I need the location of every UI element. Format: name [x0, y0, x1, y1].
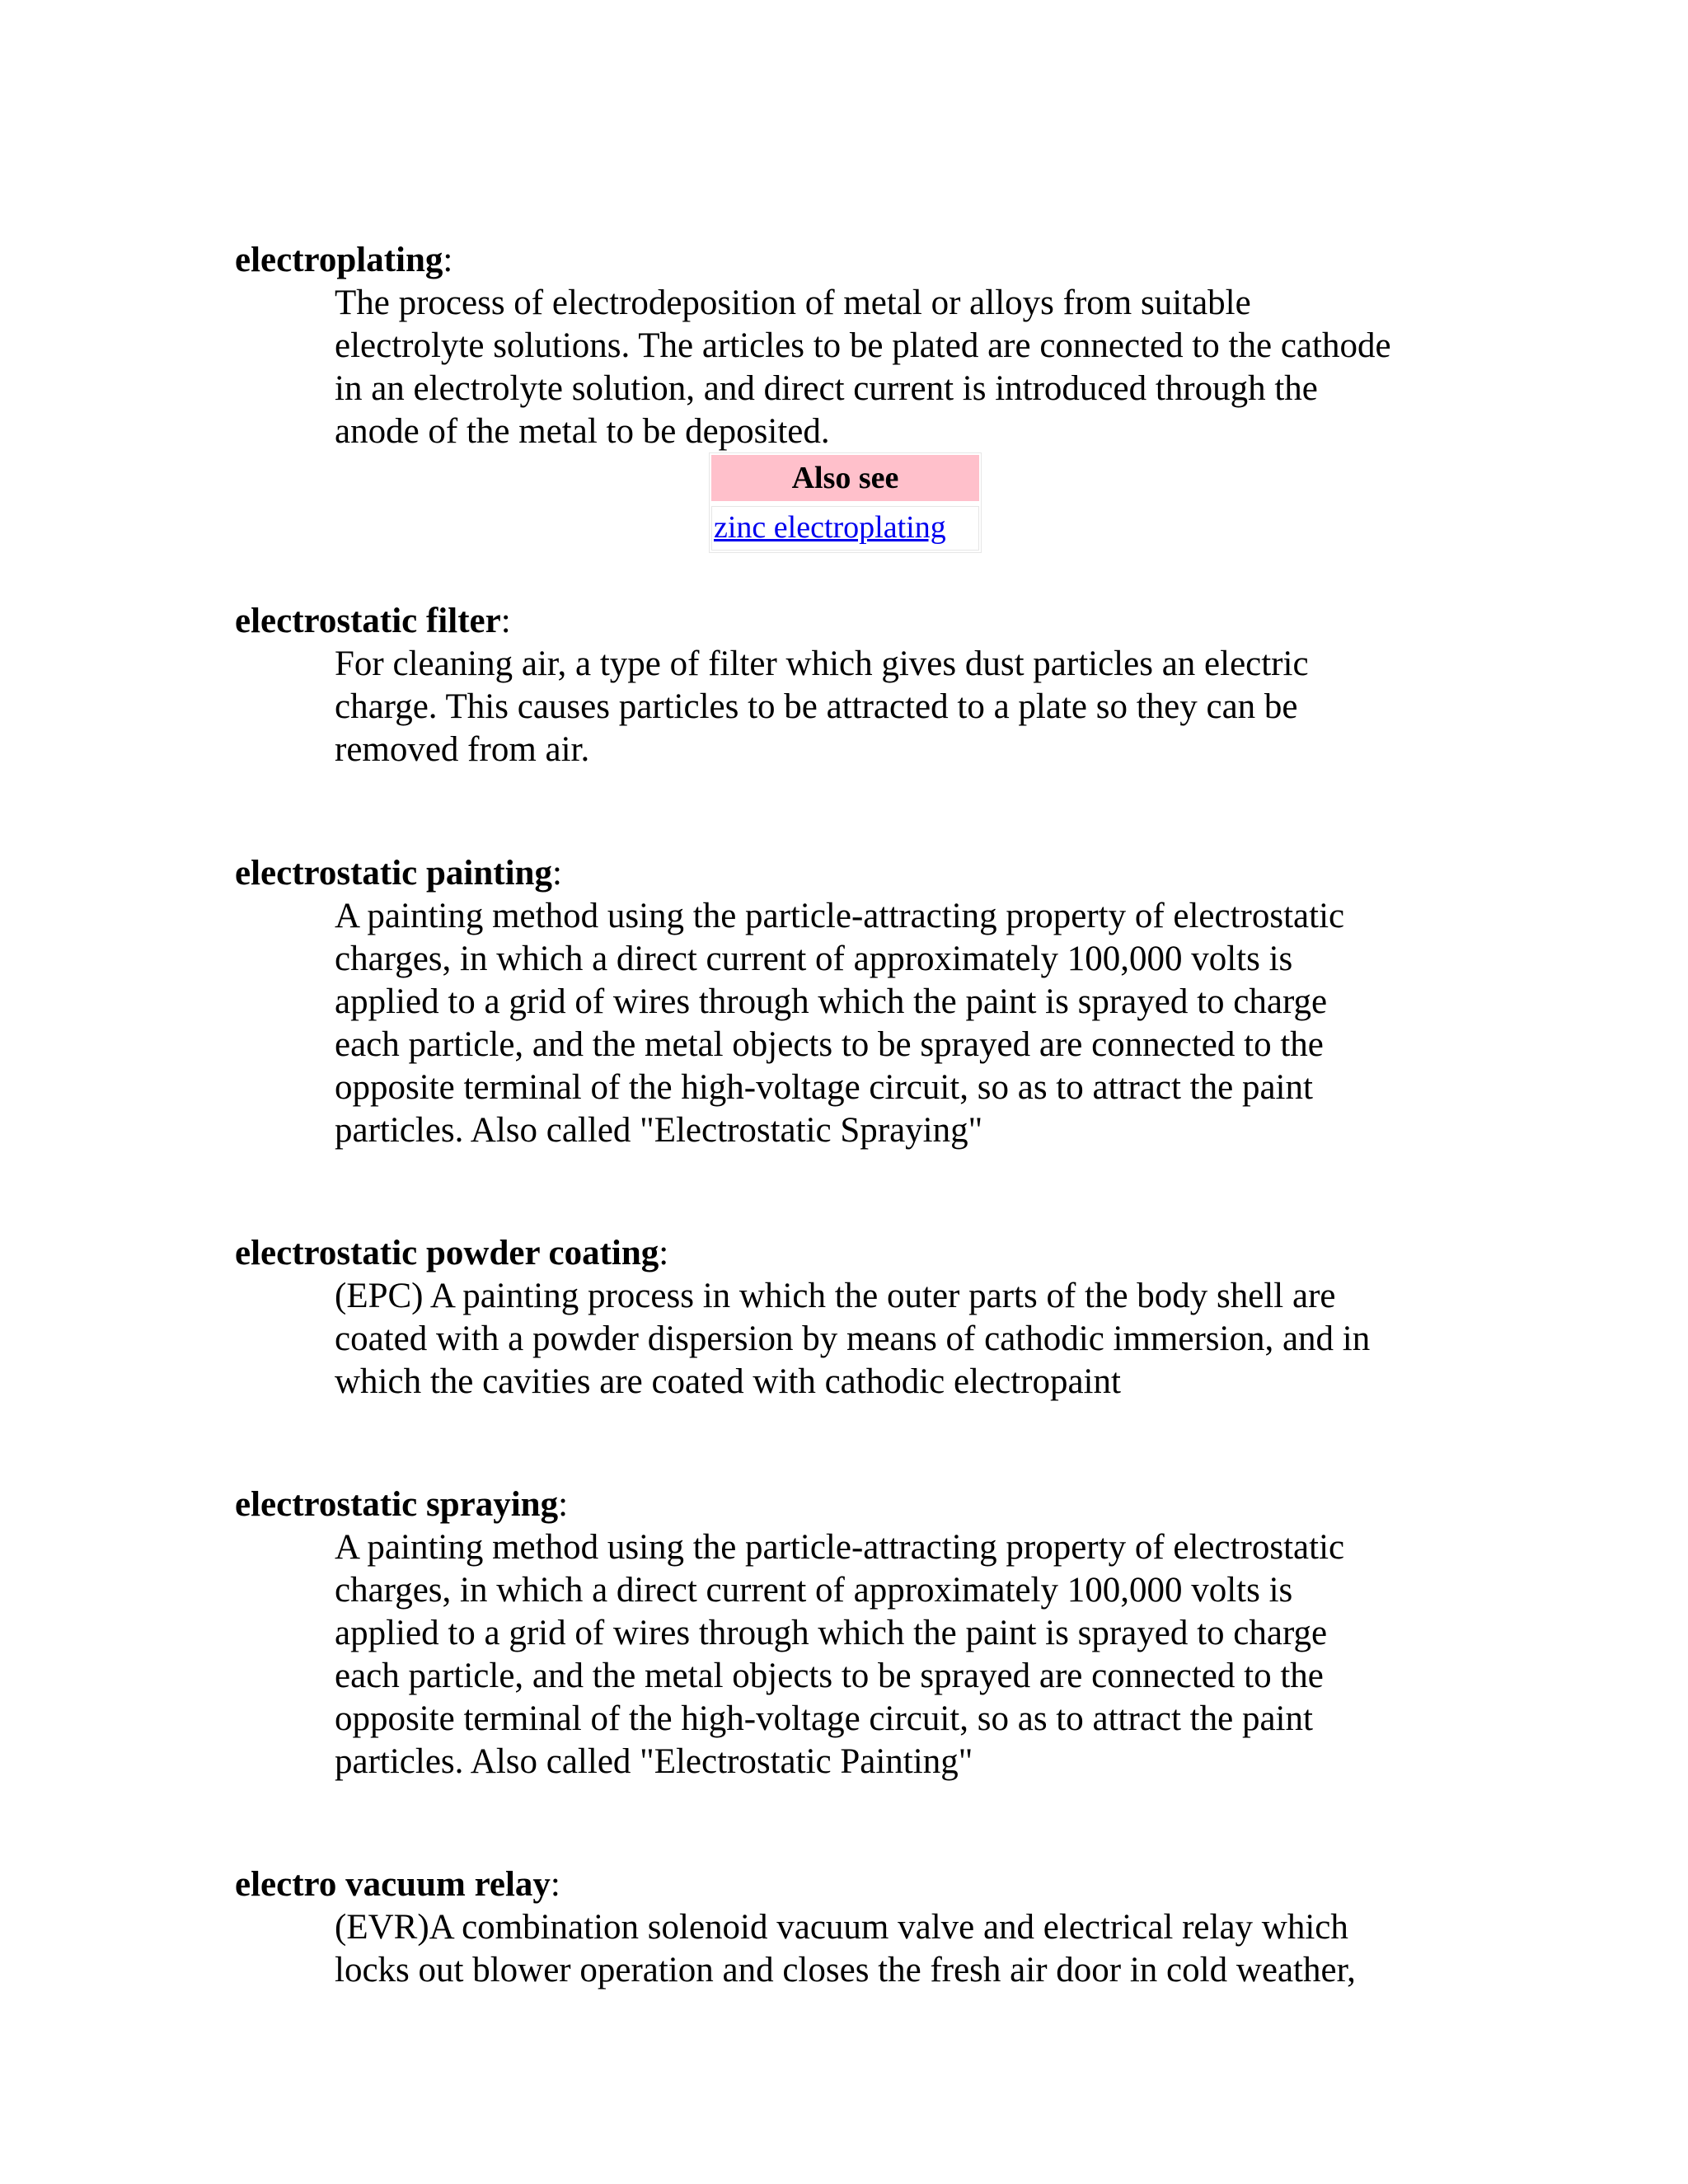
term-line [235, 600, 1471, 643]
definition-line: anode of the metal to be deposited. [335, 412, 830, 451]
glossary-entry-electrostatic-powder-coating [235, 1232, 1471, 1404]
term: electrostatic filter [235, 602, 501, 640]
term-colon: : [500, 602, 511, 640]
definition-line: removed from air. [335, 730, 590, 769]
term-colon: : [550, 1865, 560, 1904]
term: electro vacuum relay [235, 1865, 551, 1904]
definition-line: (EPC) A painting process in which the outer parts of the body shell are [335, 1277, 1336, 1315]
glossary-entry-electroplating [235, 239, 1471, 453]
also-see-header: Also see [711, 455, 979, 501]
definition-line: particles. Also called "Electrostatic Spraying" [335, 1111, 983, 1150]
definition-line: A painting method using the particle-attracting property of electrostatic [335, 897, 1345, 935]
definition-line: opposite terminal of the high-voltage circuit, so as to attract the paint [335, 1699, 1313, 1738]
definition [335, 1526, 1472, 1783]
definition [335, 282, 1472, 453]
definition-line: which the cavities are coated with cathodic electropaint [335, 1362, 1121, 1401]
term: electrostatic painting [235, 854, 552, 893]
definition [335, 1906, 1472, 1992]
definition-line: applied to a grid of wires through which the paint is sprayed to charge [335, 982, 1328, 1021]
also-see-cell [711, 506, 979, 551]
term: electrostatic powder coating [235, 1234, 659, 1272]
glossary-entry-electrostatic-painting [235, 852, 1471, 1152]
definition-line: in an electrolyte solution, and direct current is introduced through the [335, 369, 1318, 408]
definition-line: each particle, and the metal objects to be sprayed are connected to the [335, 1025, 1324, 1064]
also-see-link-zinc-electroplating[interactable]: zinc electroplating [714, 510, 946, 545]
term: electrostatic spraying [235, 1485, 559, 1524]
definition-line: (EVR)A combination solenoid vacuum valve and electrical relay which [335, 1908, 1348, 1947]
definition-line: charge. This causes particles to be attracted to a plate so they can be [335, 687, 1298, 726]
definition-line: opposite terminal of the high-voltage circuit, so as to attract the paint [335, 1068, 1313, 1107]
term-line [235, 1232, 1471, 1275]
term-line [235, 1483, 1471, 1526]
glossary-entry-electro-vacuum-relay [235, 1863, 1471, 1992]
definition-line: locks out blower operation and closes the fresh air door in cold weather, [335, 1951, 1356, 1990]
term-colon: : [551, 854, 562, 893]
glossary-entry-electrostatic-spraying [235, 1483, 1471, 1783]
glossary-entry-electrostatic-filter [235, 600, 1471, 771]
term-line [235, 852, 1471, 895]
definition-line: coated with a powder dispersion by means of cathodic immersion, and in [335, 1319, 1371, 1358]
term-colon: : [558, 1485, 569, 1524]
definition-line: A painting method using the particle-attracting property of electrostatic [335, 1528, 1345, 1567]
definition-line: charges, in which a direct current of approximately 100,000 volts is [335, 1571, 1293, 1610]
definition [335, 895, 1472, 1152]
definition-line: For cleaning air, a type of filter which gives dust particles an electric [335, 644, 1309, 683]
definition-line: electrolyte solutions. The articles to be plated are connected to the cathode [335, 326, 1391, 365]
definition-line: charges, in which a direct current of approximately 100,000 volts is [335, 940, 1293, 978]
also-see-table [709, 452, 982, 553]
definition-line: applied to a grid of wires through which the paint is sprayed to charge [335, 1614, 1328, 1652]
definition-line: The process of electrodeposition of metal or alloys from suitable [335, 284, 1251, 322]
definition [335, 1275, 1472, 1404]
term-colon: : [659, 1234, 669, 1272]
term-line [235, 1863, 1471, 1906]
definition-line: particles. Also called "Electrostatic Painting" [335, 1742, 973, 1781]
term-line [235, 239, 1471, 282]
term: electroplating [235, 241, 443, 279]
definition-line: each particle, and the metal objects to be sprayed are connected to the [335, 1657, 1324, 1695]
term-colon: : [443, 241, 453, 279]
definition [335, 643, 1472, 771]
